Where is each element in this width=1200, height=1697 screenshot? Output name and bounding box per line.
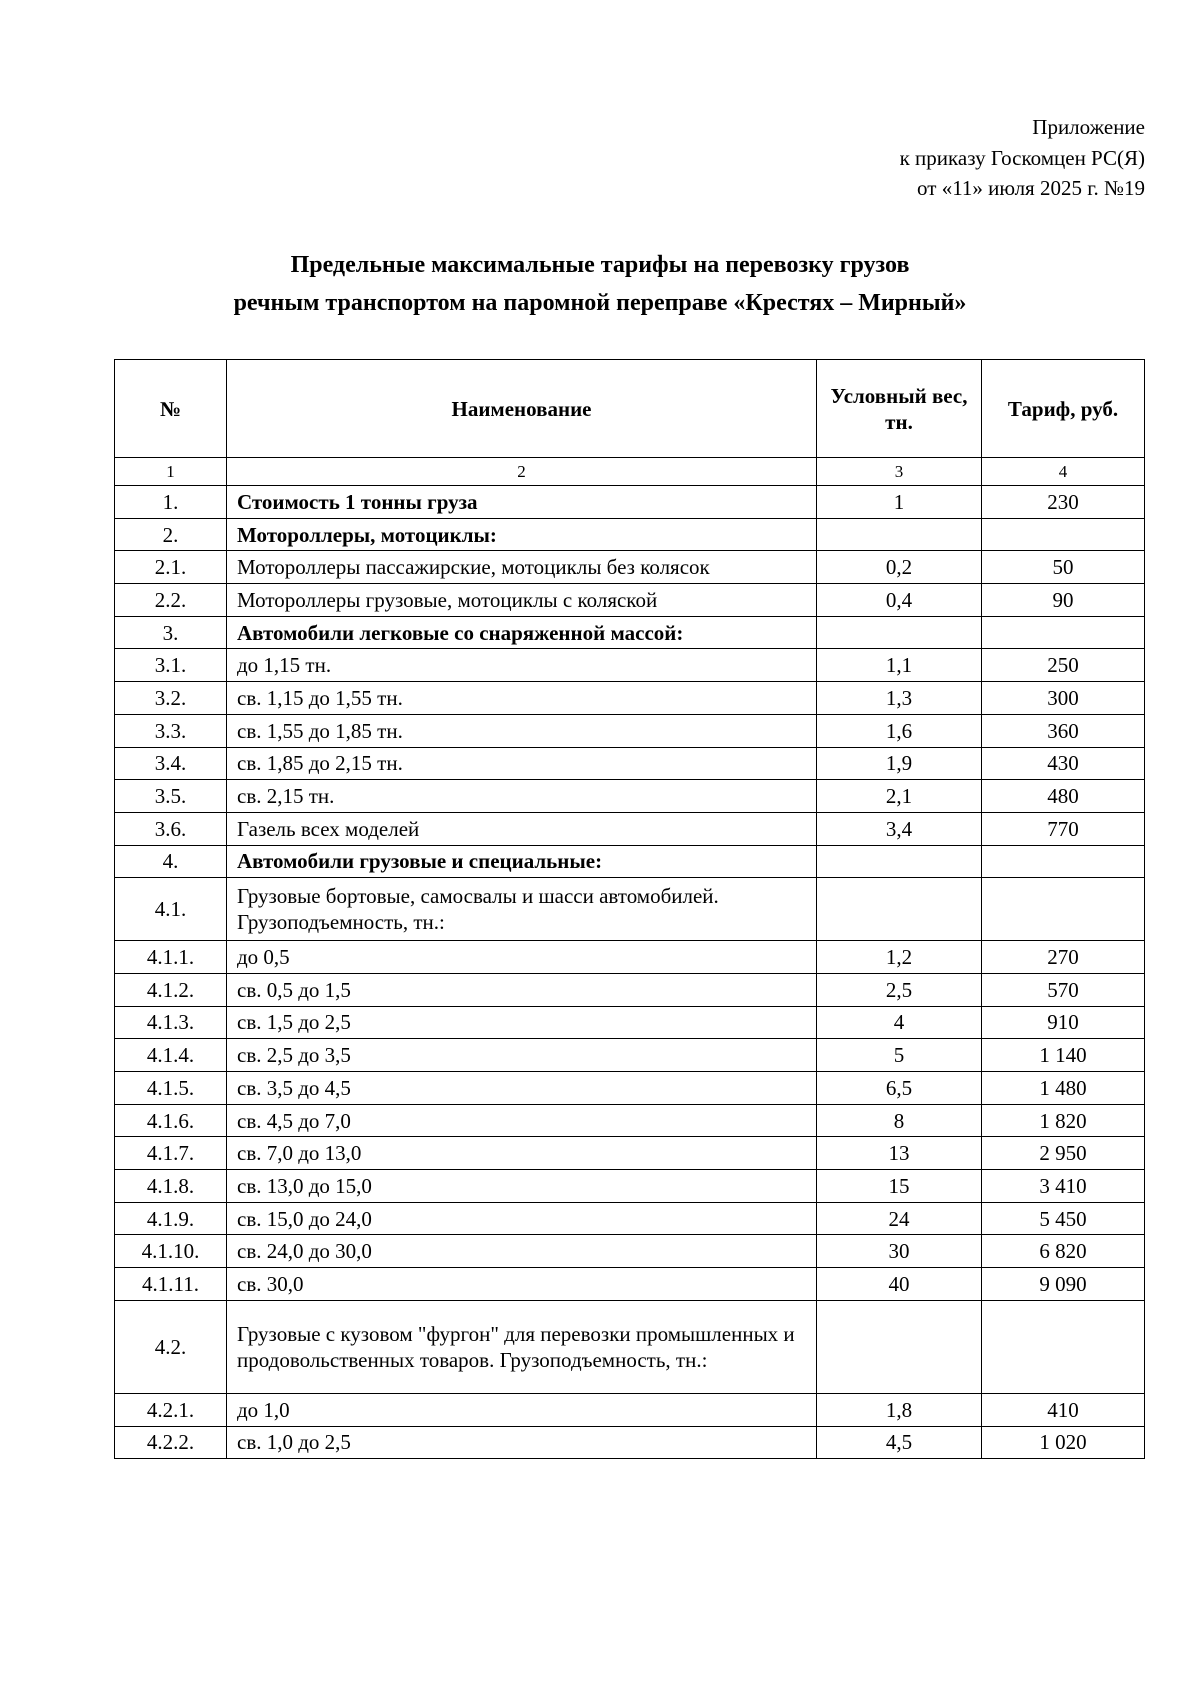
row-tariff: 5 450 (982, 1202, 1145, 1235)
row-weight: 1,2 (817, 941, 982, 974)
row-tariff: 270 (982, 941, 1145, 974)
table-row (115, 551, 1145, 584)
row-tariff: 1 820 (982, 1104, 1145, 1137)
row-number: 2.2. (115, 584, 227, 617)
row-tariff: 1 140 (982, 1039, 1145, 1072)
row-name: св. 15,0 до 24,0 (227, 1202, 817, 1235)
appendix-reference (900, 112, 1145, 204)
row-name: Грузовые бортовые, самосвалы и шасси автомобилей. Грузоподъемность, тн.: (227, 878, 817, 941)
table-row (115, 1170, 1145, 1203)
row-tariff: 570 (982, 973, 1145, 1006)
row-number: 3.2. (115, 682, 227, 715)
row-tariff: 360 (982, 714, 1145, 747)
column-index: 2 (227, 458, 817, 486)
row-number: 4.2.1. (115, 1393, 227, 1426)
row-name: Мотороллеры грузовые, мотоциклы с коляской (227, 584, 817, 617)
row-weight: 4,5 (817, 1426, 982, 1459)
table-row (115, 649, 1145, 682)
row-name: св. 1,55 до 1,85 тн. (227, 714, 817, 747)
row-name: св. 24,0 до 30,0 (227, 1235, 817, 1268)
table-row (115, 1393, 1145, 1426)
row-tariff: 910 (982, 1006, 1145, 1039)
row-name: св. 7,0 до 13,0 (227, 1137, 817, 1170)
table-row (115, 941, 1145, 974)
row-name: св. 3,5 до 4,5 (227, 1072, 817, 1105)
title-line-1: Предельные максимальные тарифы на перевозку грузов (290, 252, 910, 278)
row-weight: 1,9 (817, 747, 982, 780)
table-row (115, 1268, 1145, 1301)
row-weight: 15 (817, 1170, 982, 1203)
row-name: св. 1,85 до 2,15 тн. (227, 747, 817, 780)
row-name: Автомобили грузовые и специальные: (227, 845, 817, 878)
column-index-row (115, 458, 1145, 486)
table-row (115, 584, 1145, 617)
row-weight: 3,4 (817, 812, 982, 845)
row-name: Мотороллеры пассажирские, мотоциклы без колясок (227, 551, 817, 584)
header-tariff: Тариф, руб. (982, 360, 1145, 458)
document-title (0, 246, 1200, 322)
row-name: Стоимость 1 тонны груза (227, 486, 817, 519)
row-weight: 0,4 (817, 584, 982, 617)
row-tariff (982, 518, 1145, 551)
row-number: 3.1. (115, 649, 227, 682)
row-name: св. 30,0 (227, 1268, 817, 1301)
title-line-2: речным транспортом на паромной переправе «Крестях – Мирный» (233, 290, 967, 316)
row-name: св. 1,5 до 2,5 (227, 1006, 817, 1039)
row-weight: 1 (817, 486, 982, 519)
row-weight: 0,2 (817, 551, 982, 584)
row-number: 4.1. (115, 878, 227, 941)
row-number: 4.1.3. (115, 1006, 227, 1039)
header-weight: Условный вес, тн. (817, 360, 982, 458)
row-number: 3.4. (115, 747, 227, 780)
row-weight: 30 (817, 1235, 982, 1268)
table-row (115, 486, 1145, 519)
table-header-row (115, 360, 1145, 458)
row-number: 4.1.9. (115, 1202, 227, 1235)
row-number: 4.1.8. (115, 1170, 227, 1203)
row-weight (817, 845, 982, 878)
row-number: 2.1. (115, 551, 227, 584)
row-weight: 40 (817, 1268, 982, 1301)
row-weight (817, 616, 982, 649)
row-number: 4.1.2. (115, 973, 227, 1006)
row-number: 3.6. (115, 812, 227, 845)
table-row (115, 1137, 1145, 1170)
row-number: 4.1.5. (115, 1072, 227, 1105)
row-tariff: 3 410 (982, 1170, 1145, 1203)
row-name: св. 1,0 до 2,5 (227, 1426, 817, 1459)
row-name: Автомобили легковые со снаряженной массой: (227, 616, 817, 649)
row-tariff: 770 (982, 812, 1145, 845)
table-row (115, 780, 1145, 813)
row-tariff: 430 (982, 747, 1145, 780)
row-number: 4. (115, 845, 227, 878)
tariff-table (114, 359, 1145, 1459)
appendix-label: Приложение (1032, 115, 1145, 139)
row-weight: 2,5 (817, 973, 982, 1006)
row-number: 4.1.6. (115, 1104, 227, 1137)
order-date-number: от «11» июля 2025 г. №19 (917, 176, 1145, 200)
row-tariff (982, 616, 1145, 649)
column-index: 3 (817, 458, 982, 486)
row-weight: 24 (817, 1202, 982, 1235)
row-tariff: 2 950 (982, 1137, 1145, 1170)
row-number: 4.2. (115, 1300, 227, 1393)
row-weight (817, 1300, 982, 1393)
header-name: Наименование (227, 360, 817, 458)
row-tariff: 50 (982, 551, 1145, 584)
row-name: св. 4,5 до 7,0 (227, 1104, 817, 1137)
row-number: 3.5. (115, 780, 227, 813)
table-row (115, 1104, 1145, 1137)
row-name: св. 1,15 до 1,55 тн. (227, 682, 817, 715)
row-weight: 1,3 (817, 682, 982, 715)
row-name: св. 0,5 до 1,5 (227, 973, 817, 1006)
table-row (115, 1072, 1145, 1105)
table-row (115, 518, 1145, 551)
table-row (115, 1202, 1145, 1235)
row-number: 3. (115, 616, 227, 649)
row-name: до 1,0 (227, 1393, 817, 1426)
row-tariff: 300 (982, 682, 1145, 715)
row-weight: 1,6 (817, 714, 982, 747)
row-number: 1. (115, 486, 227, 519)
column-index: 4 (982, 458, 1145, 486)
row-name: св. 2,15 тн. (227, 780, 817, 813)
table-row (115, 1006, 1145, 1039)
row-tariff: 410 (982, 1393, 1145, 1426)
row-number: 3.3. (115, 714, 227, 747)
table-row (115, 1235, 1145, 1268)
table-row (115, 1300, 1145, 1393)
row-weight: 5 (817, 1039, 982, 1072)
table-row (115, 682, 1145, 715)
row-number: 4.2.2. (115, 1426, 227, 1459)
row-weight: 8 (817, 1104, 982, 1137)
row-tariff: 6 820 (982, 1235, 1145, 1268)
row-number: 4.1.10. (115, 1235, 227, 1268)
row-number: 2. (115, 518, 227, 551)
row-weight: 13 (817, 1137, 982, 1170)
row-name: св. 2,5 до 3,5 (227, 1039, 817, 1072)
table-row (115, 973, 1145, 1006)
table-row (115, 1039, 1145, 1072)
row-number: 4.1.1. (115, 941, 227, 974)
row-tariff (982, 878, 1145, 941)
row-name: Грузовые с кузовом "фургон" для перевозки промышленных и продовольственных товаров. Грузоподъемность, тн.: (227, 1300, 817, 1393)
row-name: до 0,5 (227, 941, 817, 974)
row-number: 4.1.4. (115, 1039, 227, 1072)
row-name: до 1,15 тн. (227, 649, 817, 682)
table-row (115, 616, 1145, 649)
row-weight (817, 878, 982, 941)
table-row (115, 845, 1145, 878)
row-weight: 1,8 (817, 1393, 982, 1426)
row-name: св. 13,0 до 15,0 (227, 1170, 817, 1203)
row-name: Газель всех моделей (227, 812, 817, 845)
row-number: 4.1.7. (115, 1137, 227, 1170)
table-row (115, 747, 1145, 780)
table-row (115, 878, 1145, 941)
row-tariff: 90 (982, 584, 1145, 617)
row-tariff: 480 (982, 780, 1145, 813)
table-body (115, 486, 1145, 1459)
row-number: 4.1.11. (115, 1268, 227, 1301)
row-weight: 2,1 (817, 780, 982, 813)
row-tariff (982, 1300, 1145, 1393)
row-tariff (982, 845, 1145, 878)
row-tariff: 1 480 (982, 1072, 1145, 1105)
table-row (115, 812, 1145, 845)
row-weight: 6,5 (817, 1072, 982, 1105)
row-weight: 1,1 (817, 649, 982, 682)
row-tariff: 9 090 (982, 1268, 1145, 1301)
order-reference: к приказу Госкомцен РС(Я) (899, 145, 1145, 170)
row-weight (817, 518, 982, 551)
row-name: Мотороллеры, мотоциклы: (227, 518, 817, 551)
column-index: 1 (115, 458, 227, 486)
table-row (115, 1426, 1145, 1459)
row-tariff: 250 (982, 649, 1145, 682)
row-tariff: 230 (982, 486, 1145, 519)
row-tariff: 1 020 (982, 1426, 1145, 1459)
row-weight: 4 (817, 1006, 982, 1039)
table-row (115, 714, 1145, 747)
header-num: № (115, 360, 227, 458)
